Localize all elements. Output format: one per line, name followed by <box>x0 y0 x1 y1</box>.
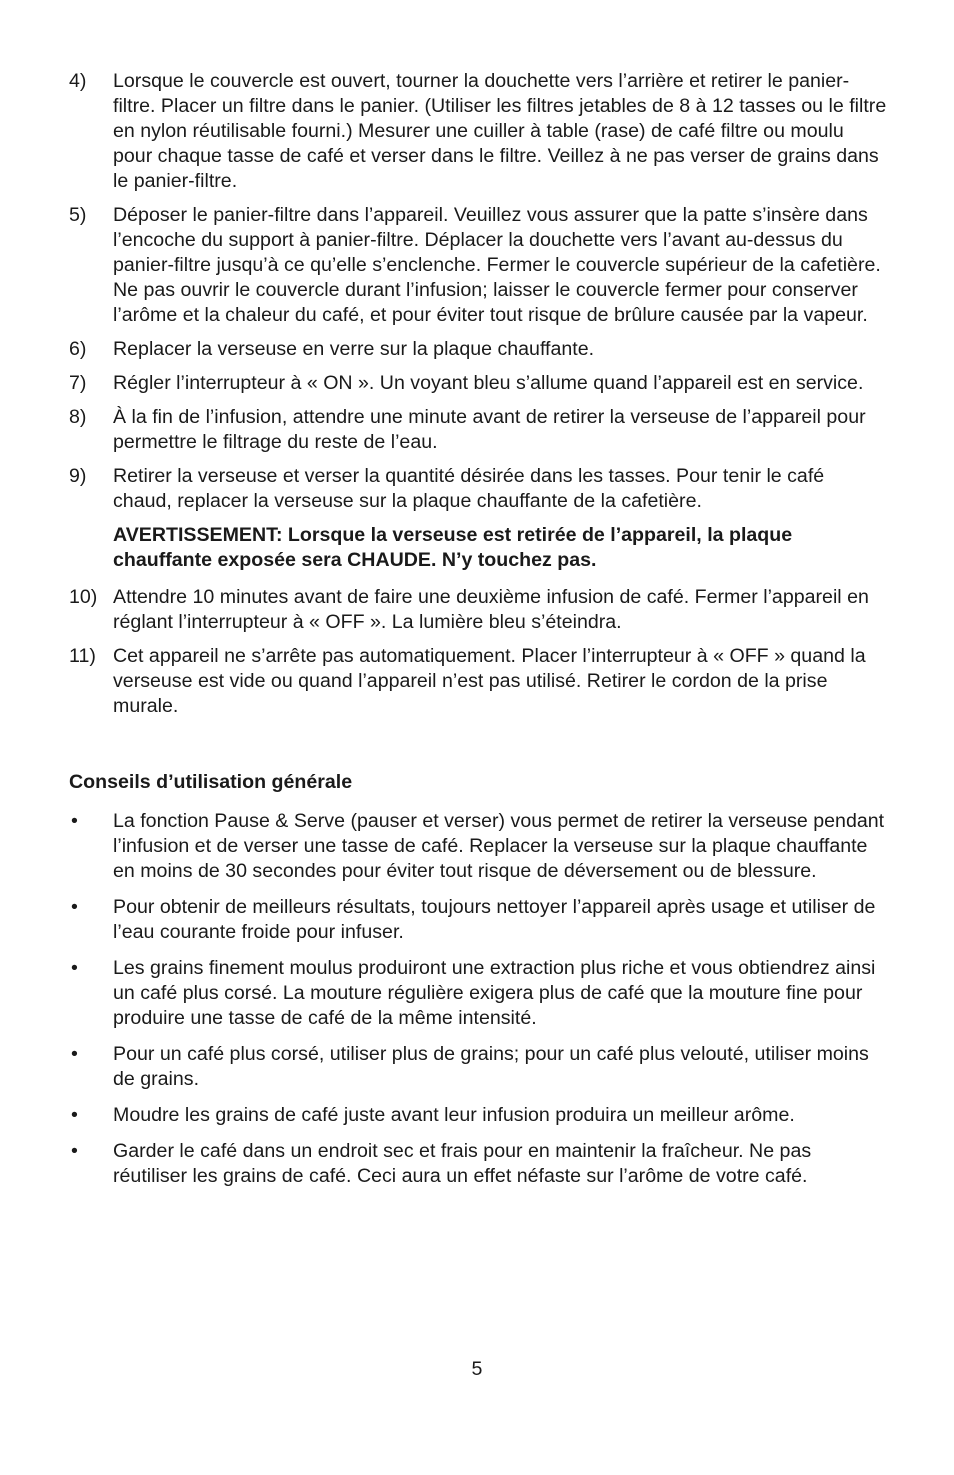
page-number: 5 <box>471 1358 483 1380</box>
step-number: 5) <box>69 204 87 226</box>
bullet-icon: • <box>71 1104 78 1126</box>
instruction-step <box>69 203 887 328</box>
warning-notice: AVERTISSEMENT: Lorsque la verseuse est retirée de l’appareil, la plaque chauffante exposée sera CHAUDE. N’y touchez pas. <box>113 524 793 571</box>
document-page <box>69 69 887 1200</box>
tip-item <box>69 895 887 945</box>
step-text: Attendre 10 minutes avant de faire une deuxième infusion de café. Fermer l’appareil en réglant l’interrupteur à « OFF ». La lumière bleu s’éteindra. <box>113 586 869 633</box>
step-number: 9) <box>69 465 87 487</box>
instruction-list-part2 <box>69 585 887 719</box>
tip-text: La fonction Pause & Serve (pauser et verser) vous permet de retirer la verseuse pendant l’infusion et de verser une tasse de café. Replacer la verseuse sur la plaque chauffante en moins de 30 secondes pour éviter tout risque de déversement ou de blessure. <box>113 810 885 882</box>
step-number: 7) <box>69 372 87 394</box>
tip-item <box>69 1103 887 1128</box>
step-text: Lorsque le couvercle est ouvert, tourner la douchette vers l’arrière et retirer le panier-filtre. Placer un filtre dans le panier. (Utiliser les filtres jetables de 8 à 12 tasses ou le filtre en nylon réutilisable fourni.) Mesurer une cuiller à table (rase) de café filtre ou moulu pour chaque tasse de café et verser dans le filtre. Veillez à ne pas verser de grains dans le panier-filtre. <box>113 70 887 192</box>
step-number: 8) <box>69 406 87 428</box>
bullet-icon: • <box>71 1043 78 1065</box>
tip-text: Les grains finement moulus produiront une extraction plus riche et vous obtiendrez ainsi un café plus corsé. La mouture régulière exigera plus de café que la mouture fine pour produire une tasse de café de la même intensité. <box>113 957 876 1029</box>
instruction-step <box>69 69 887 194</box>
tip-text: Pour obtenir de meilleurs résultats, toujours nettoyer l’appareil après usage et utiliser de l’eau courante froide pour infuser. <box>113 896 876 943</box>
step-number: 10) <box>69 586 98 608</box>
step-text: Replacer la verseuse en verre sur la plaque chauffante. <box>113 338 595 360</box>
step-text: Retirer la verseuse et verser la quantité désirée dans les tasses. Pour tenir le café chaud, replacer la verseuse sur la plaque chauffante de la cafetière. <box>113 465 825 512</box>
instruction-step <box>69 585 887 635</box>
tip-text: Pour un café plus corsé, utiliser plus de grains; pour un café plus velouté, utiliser moins de grains. <box>113 1043 869 1090</box>
instruction-step <box>69 644 887 719</box>
bullet-icon: • <box>71 896 78 918</box>
tip-text: Garder le café dans un endroit sec et frais pour en maintenir la fraîcheur. Ne pas réutiliser les grains de café. Ceci aura un effet néfaste sur l’arôme de votre café. <box>113 1140 812 1187</box>
tip-item <box>69 1139 887 1189</box>
step-text: Cet appareil ne s’arrête pas automatiquement. Placer l’interrupteur à « OFF » quand la verseuse est vide ou quand l’appareil n’est pas utilisé. Retirer le cordon de la prise murale. <box>113 645 866 717</box>
step-text: À la fin de l’infusion, attendre une minute avant de retirer la verseuse de l’appareil pour permettre le filtrage du reste de l’eau. <box>113 406 866 453</box>
tip-item <box>69 809 887 884</box>
tip-item <box>69 956 887 1031</box>
tip-text: Moudre les grains de café juste avant leur infusion produira un meilleur arôme. <box>113 1104 795 1126</box>
step-number: 11) <box>69 645 96 667</box>
bullet-icon: • <box>71 1140 78 1162</box>
instruction-step <box>69 337 887 362</box>
instruction-step <box>69 371 887 396</box>
bullet-icon: • <box>71 957 78 979</box>
step-number: 4) <box>69 70 87 92</box>
tip-item <box>69 1042 887 1092</box>
bullet-icon: • <box>71 810 78 832</box>
instruction-step <box>69 405 887 455</box>
section-heading: Conseils d’utilisation générale <box>69 771 353 793</box>
step-number: 6) <box>69 338 87 360</box>
instruction-step <box>69 464 887 514</box>
tips-list <box>69 809 887 1189</box>
instruction-list-part1 <box>69 69 887 514</box>
step-text: Régler l’interrupteur à « ON ». Un voyant bleu s’allume quand l’appareil est en service. <box>113 372 864 394</box>
step-text: Déposer le panier-filtre dans l’appareil. Veuillez vous assurer que la patte s’insère dans l’encoche du support à panier-filtre. Déplacer la douchette vers l’avant au-dessus du panier-filtre jusqu’à ce qu’elle s’enclenche. Fermer le couvercle supérieur de la cafetière. Ne pas ouvrir le couvercle durant l’infusion; laisser le couvercle fermer pour conserver l’arôme et la chaleur du café, et pour éviter tout risque de brûlure causée par la vapeur. <box>113 204 881 326</box>
